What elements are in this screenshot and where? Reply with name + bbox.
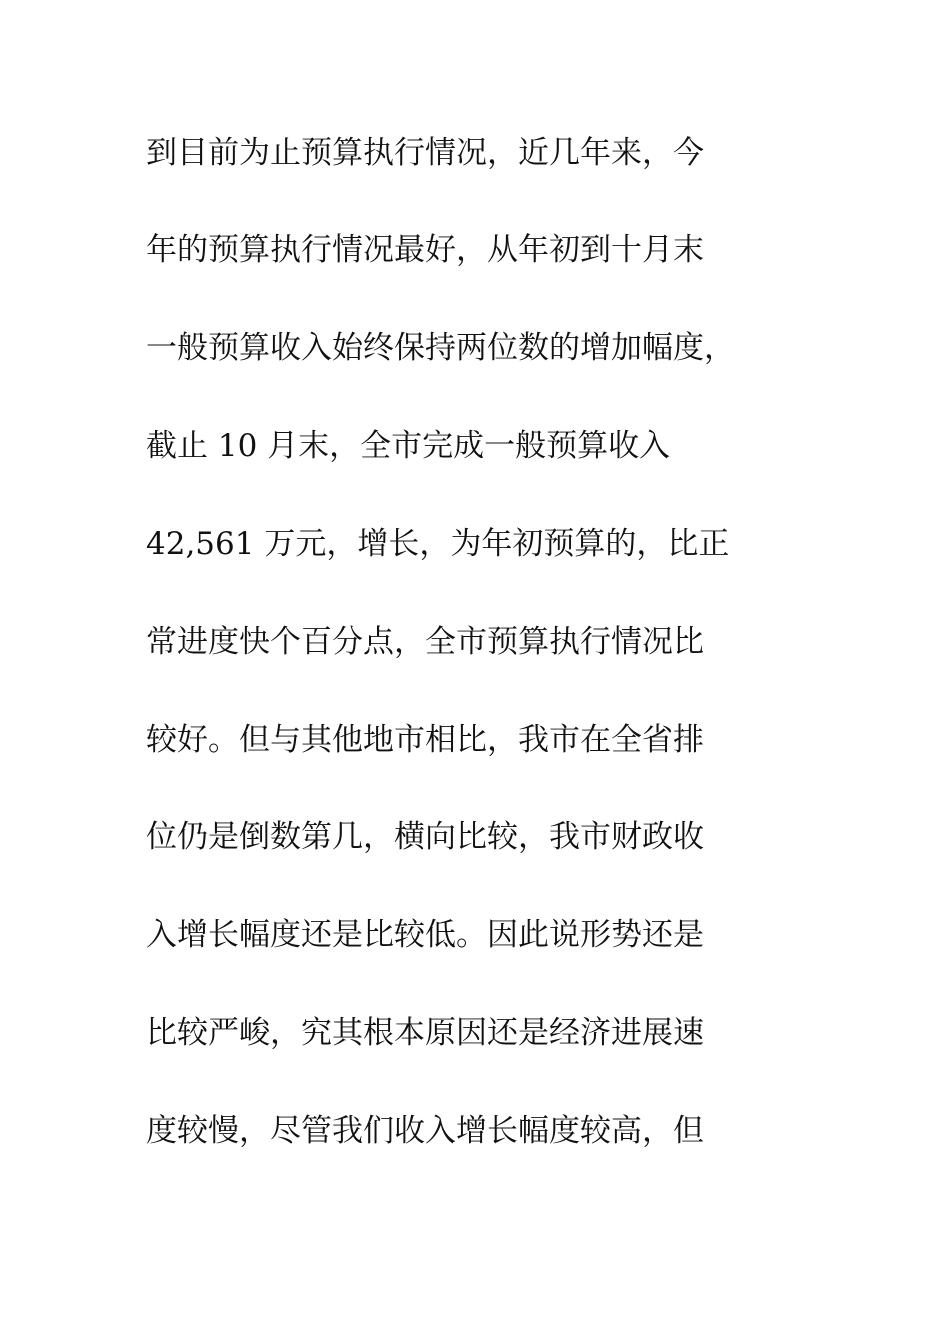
paragraph-line: 年的预算执行情况最好，从年初到十月末 — [146, 232, 704, 268]
paragraph-line: 入增长幅度还是比较低。因此说形势还是 — [146, 917, 704, 953]
paragraph-line: 一般预算收入始终保持两位数的增加幅度， — [146, 330, 735, 366]
paragraph-line: 42,561 万元，增长，为年初预算的，比正 — [146, 526, 730, 562]
paragraph-line: 截止 10 月末，全市完成一般预算收入 — [146, 428, 671, 464]
paragraph-line: 度较慢，尽管我们收入增长幅度较高，但 — [146, 1113, 704, 1149]
paragraph-line: 较好。但与其他地市相比，我市在全省排 — [146, 722, 704, 758]
paragraph-line: 到目前为止预算执行情况，近几年来，今 — [146, 135, 704, 171]
paragraph-line: 常进度快个百分点，全市预算执行情况比 — [146, 624, 704, 660]
paragraph-line: 比较严峻，究其根本原因还是经济进展速 — [146, 1015, 704, 1051]
paragraph-line: 位仍是倒数第几，横向比较，我市财政收 — [146, 819, 704, 855]
